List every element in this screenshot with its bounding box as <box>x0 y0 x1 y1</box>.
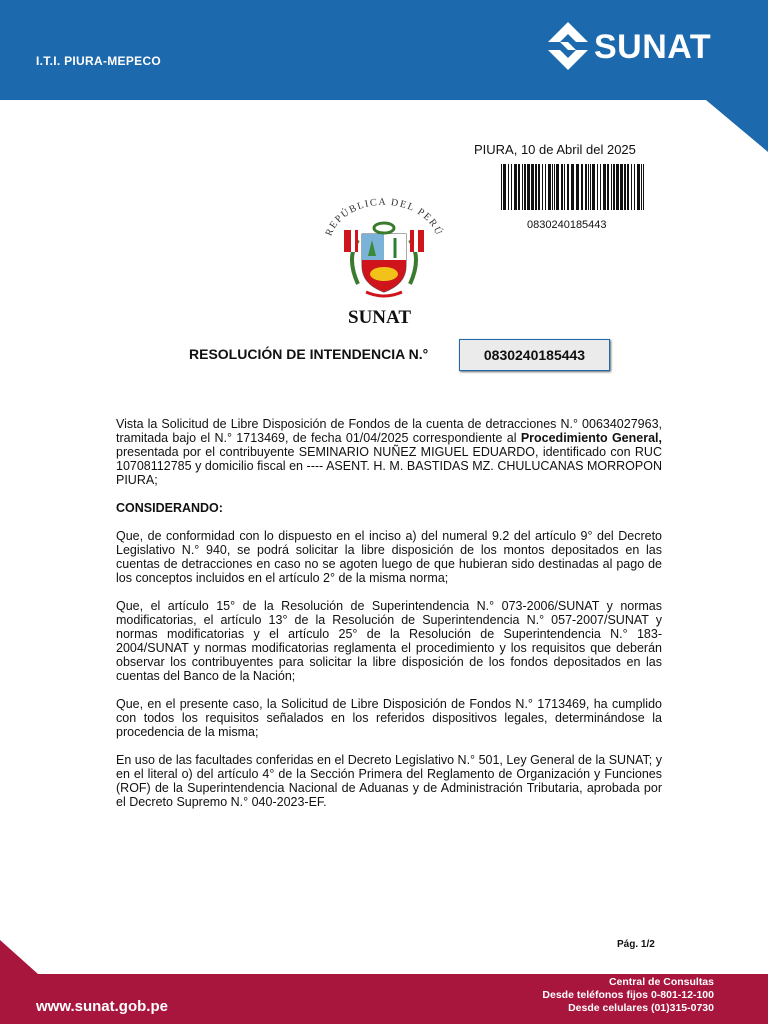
contact-mobile: Desde celulares (01)315-0730 <box>568 1002 714 1014</box>
svg-text:REPÚBLICA DEL PERÚ: REPÚBLICA DEL PERÚ <box>323 196 445 238</box>
barcode-bar <box>511 164 512 210</box>
barcode-bar <box>501 164 502 210</box>
barcode-bar <box>624 164 626 210</box>
barcode-bar <box>564 164 565 210</box>
contact-landline: Desde teléfonos fijos 0-801-12-100 <box>542 989 714 1001</box>
barcode-bar <box>597 164 598 210</box>
barcode-bar <box>607 164 609 210</box>
contact-info <box>542 976 714 1015</box>
footer-corner-decoration <box>0 940 38 974</box>
paragraph: Que, el artículo 15° de la Resolución de Superintendencia N.° 073-2006/SUNAT y normas modificatorias, el artículo 13° de la Resolución de Superintendencia N.° 057-2007/SUNAT y normas modificatorias y el artículo 25° de la Resolución de Superintendencia N.° 183-2004/SUNAT y normas modificatorias reglamenta el procedimiento y los requisitos que deberán observar los contribuyentes para solicitar la libre disposición de los fondos depositados en las cuentas del Banco de la Nación; <box>116 599 662 683</box>
intro-text-bold: Procedimiento General, <box>520 431 662 445</box>
barcode-bar <box>571 164 574 210</box>
barcode-bar <box>514 164 517 210</box>
barcode-bar <box>518 164 520 210</box>
barcode-bar <box>600 164 601 210</box>
barcode-bar <box>631 164 632 210</box>
barcode-bar <box>535 164 537 210</box>
barcode-bar <box>613 164 615 210</box>
barcode-bar <box>552 164 553 210</box>
barcode-bar <box>643 164 644 210</box>
barcode-bar <box>588 164 589 210</box>
sunat-logo-icon <box>546 20 590 74</box>
header-corner-decoration <box>706 100 768 152</box>
intro-text-part1: Vista la Solicitud de Libre Disposición de Fondos de la cuenta de detracciones N.° 00634027963, tramitada bajo el N.° 1713469, de fecha 01/04/2025 correspondiente al <box>116 417 662 445</box>
paragraph: Que, de conformidad con lo dispuesto en el inciso a) del numeral 9.2 del artículo 9° del Decreto Legislativo N.° 940, se podrá solicitar la libre disposición de los montos depositados en las cuentas de detracciones en caso no se agoten luego de que hubieran sido destinadas al pago de los conceptos incluidos en el artículo 2° de la misma norma; <box>116 529 662 585</box>
institution-title: SUNAT <box>348 307 411 328</box>
resolution-number: 0830240185443 <box>483 347 586 363</box>
barcode-bar <box>585 164 587 210</box>
page-indicator: Pág. 1/2 <box>617 939 655 950</box>
barcode-bar <box>508 164 509 210</box>
barcode-bar <box>538 164 540 210</box>
resolution-label: RESOLUCIÓN DE INTENDENCIA N.° <box>189 346 429 362</box>
barcode-bar <box>611 164 612 210</box>
barcode-bar <box>603 164 606 210</box>
sunat-logo <box>546 20 711 74</box>
barcode-image <box>499 164 647 210</box>
barcode-bar <box>576 164 579 210</box>
barcode-bar <box>637 164 640 210</box>
barcode-bar <box>524 164 526 210</box>
paragraph: Que, en el presente caso, la Solicitud de Libre Disposición de Fondos N.° 1713469, ha cumplido con todos los requisitos señalados en los referidos dispositivos legales, determinándose la procedencia de la misma; <box>116 697 662 739</box>
barcode-bar <box>503 164 506 210</box>
coat-of-arms-icon <box>318 188 450 300</box>
document-date: PIURA, 10 de Abril del 2025 <box>474 142 636 157</box>
resolution-number-box <box>459 339 610 371</box>
barcode-bar <box>531 164 534 210</box>
intro-text-part2: presentada por el contribuyente SEMINARIO NUÑEZ MIGUEL EDUARDO, identificado con RUC 10708112785 y domicilio fiscal en ---- ASENT. H. M. BASTIDAS MZ. CHULUCANAS MORROPON PIURA; <box>116 445 662 487</box>
contact-title: Central de Consultas <box>608 976 714 988</box>
barcode-bar <box>545 164 546 210</box>
barcode-bar <box>527 164 530 210</box>
intro-paragraph <box>116 417 662 487</box>
barcode-number: 0830240185443 <box>527 219 607 231</box>
barcode-bar <box>616 164 619 210</box>
barcode-bar <box>548 164 551 210</box>
barcode-bar <box>556 164 559 210</box>
barcode-bar <box>592 164 595 210</box>
paragraph: En uso de las facultades conferidas en el Decreto Legislativo N.° 501, Ley General de la SUNAT; y en el literal o) del artículo 4° de la Sección Primera del Reglamento de Organización y Funciones (ROF) de la Superintendencia Nacional de Aduanas y de Administración Tributaria, aprobada por el Decreto Supremo N.° 040-2023-EF. <box>116 753 662 809</box>
barcode-bar <box>542 164 543 210</box>
barcode-bar <box>620 164 623 210</box>
website-link[interactable]: www.sunat.gob.pe <box>36 998 168 1015</box>
barcode-bar <box>567 164 569 210</box>
barcode-bar <box>634 164 635 210</box>
barcode-bar <box>522 164 523 210</box>
barcode-bar <box>590 164 591 210</box>
barcode-bar <box>581 164 583 210</box>
barcode-bar <box>627 164 629 210</box>
considerando-heading: CONSIDERANDO: <box>116 501 223 515</box>
sunat-logo-text: SUNAT <box>594 27 712 66</box>
barcode-bar <box>554 164 555 210</box>
resolution-body <box>116 417 662 823</box>
barcode-bar <box>561 164 563 210</box>
barcode-bar <box>641 164 642 210</box>
office-name: I.T.I. PIURA-MEPECO <box>36 54 162 68</box>
